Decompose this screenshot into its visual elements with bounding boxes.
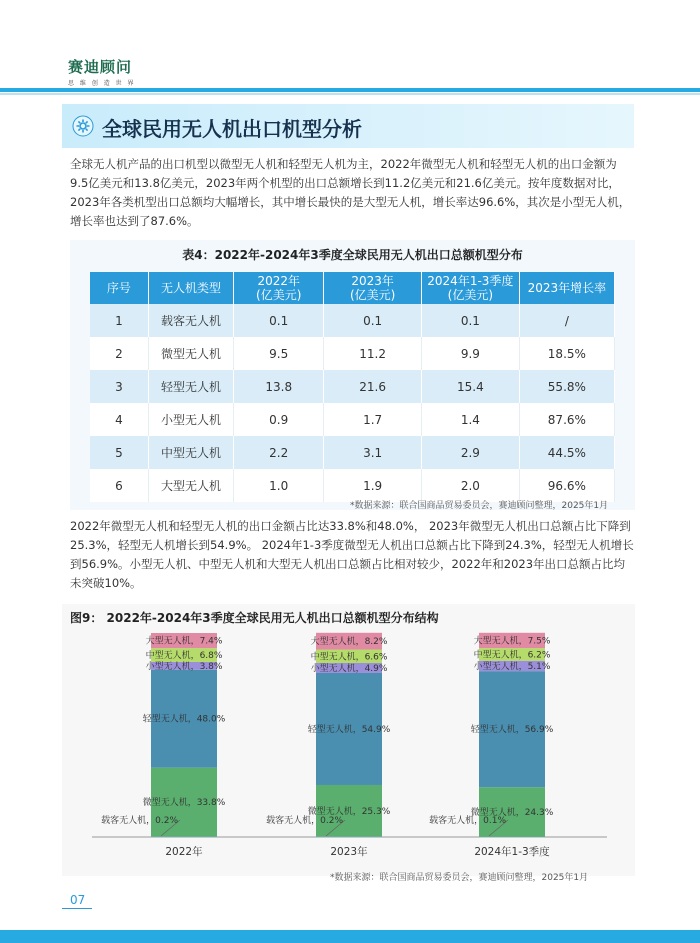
table-source-note: *数据来源：联合国商品贸易委员会，赛迪顾问整理，2025年1月 (350, 501, 609, 511)
table-cell: 1.7 (324, 403, 422, 436)
table-cell: 55.8% (519, 370, 614, 403)
table-cell: 11.2 (324, 337, 422, 370)
table-cell: 小型无人机 (148, 403, 233, 436)
company-logo (68, 56, 136, 87)
x-tick-label: 2022年 (165, 846, 203, 858)
logo-name: 赛迪顾问 (68, 58, 133, 76)
col-header: 2023年增长率 (519, 272, 614, 304)
table-cell: 44.5% (519, 436, 614, 469)
data-label: 微型无人机，24.3% (470, 808, 554, 819)
table-cell: 2.0 (422, 469, 520, 502)
page-number: 07 (70, 893, 86, 907)
section-title-bar (62, 104, 634, 148)
table-row (90, 370, 615, 403)
table-cell: 9.9 (422, 337, 520, 370)
data-label: 载客无人机，0.2% (266, 816, 343, 826)
table-row (90, 304, 615, 337)
table-row (90, 403, 615, 436)
table-cell: 0.1 (324, 304, 422, 337)
data-label: 微型无人机，33.8% (142, 798, 226, 809)
table-cell: 2.9 (422, 436, 520, 469)
table-cell: 微型无人机 (148, 337, 233, 370)
data-label: 中型无人机，6.6% (310, 652, 388, 663)
table-cell: 3.1 (324, 436, 422, 469)
table-cell: 0.1 (234, 304, 324, 337)
table-title: 表4：2022年-2024年3季度全球民用无人机出口总额机型分布 (182, 248, 523, 262)
header-divider-light (0, 93, 700, 95)
data-label: 小型无人机，4.9% (310, 663, 388, 674)
analysis-paragraph: 2022年微型无人机和轻型无人机的出口金额占比达33.8%和48.0%， 2023年微型无人机出口总额占比下降到25.3%，轻型无人机增长到54.9%。 2024年1-3季度微型无人机出口总额占比下降到24.3%，轻型无人机增长到56.9%。小型无人机、中型无人机和大型无人机出口总额占比相对较少，2022年和2023年出口总额占比均未突破10%。 (70, 519, 634, 590)
bar-segment (151, 837, 217, 838)
col-header: 无人机类型 (148, 272, 233, 304)
section-title: 全球民用无人机出口机型分析 (102, 117, 362, 141)
data-label: 小型无人机，5.1% (473, 661, 551, 672)
table-cell: 5 (90, 436, 148, 469)
export-table (90, 272, 615, 502)
stacked-bar-chart (62, 625, 635, 870)
header-divider (0, 88, 700, 92)
table-cell: 18.5% (519, 337, 614, 370)
table-cell: 1.9 (324, 469, 422, 502)
chart-title: 图9： 2022年-2024年3季度全球民用无人机出口总额机型分布结构 (70, 611, 439, 625)
data-label: 载客无人机，0.2% (101, 816, 178, 826)
logo-slogan: 思 维 创 造 世 界 (68, 80, 136, 87)
data-label: 大型无人机，7.5% (473, 636, 551, 647)
table-cell: 0.9 (234, 403, 324, 436)
table-cell: 0.1 (422, 304, 520, 337)
data-label: 中型无人机，6.8% (145, 651, 223, 662)
table-cell: 中型无人机 (148, 436, 233, 469)
page-header (0, 0, 700, 100)
table-container (70, 240, 635, 510)
col-header: 序号 (90, 272, 148, 304)
data-label: 轻型无人机，48.0% (142, 714, 226, 725)
table-cell: 1.4 (422, 403, 520, 436)
data-label: 中型无人机，6.2% (473, 650, 551, 661)
table-cell: 13.8 (234, 370, 324, 403)
chart-source-note: *数据来源：联合国商品贸易委员会，赛迪顾问整理，2025年1月 (330, 873, 589, 883)
table-cell: 载客无人机 (148, 304, 233, 337)
table-cell: 1 (90, 304, 148, 337)
data-label: 微型无人机，25.3% (307, 806, 391, 817)
data-label: 轻型无人机，56.9% (470, 725, 554, 736)
table-cell: 1.0 (234, 469, 324, 502)
data-label: 载客无人机，0.1% (429, 816, 506, 826)
table-cell: 9.5 (234, 337, 324, 370)
table-cell: 大型无人机 (148, 469, 233, 502)
data-label: 大型无人机，7.4% (145, 636, 223, 647)
table-header-row (90, 272, 615, 304)
intro-paragraph: 全球无人机产品的出口机型以微型无人机和轻型无人机为主，2022年微型无人机和轻型无人机的出口金额为9.5亿美元和13.8亿美元，2023年两个机型的出口总额增长到11.2亿美元和21.6亿美元。按年度数据对比，2023年各类机型出口总额均大幅增长，其中增长最快的是大型无人机，增长率达96.6%，其次是小型无人机，增长率也达到了87.6%。 (70, 157, 631, 228)
table-cell: 15.4 (422, 370, 520, 403)
data-label: 大型无人机，8.2% (310, 637, 388, 648)
page-number-underline (62, 908, 92, 909)
bar-segment (316, 837, 382, 838)
col-header: 2024年1-3季度 (亿美元) (422, 272, 520, 304)
table-cell: 4 (90, 403, 148, 436)
table-cell: 6 (90, 469, 148, 502)
x-tick-label: 2023年 (330, 846, 368, 858)
table-cell: / (519, 304, 614, 337)
col-header: 2023年 (亿美元) (324, 272, 422, 304)
bar-segment (479, 837, 545, 838)
table-row (90, 436, 615, 469)
table-cell: 96.6% (519, 469, 614, 502)
table-cell: 21.6 (324, 370, 422, 403)
table-cell: 2.2 (234, 436, 324, 469)
table-cell: 3 (90, 370, 148, 403)
x-tick-label: 2024年1-3季度 (474, 846, 550, 858)
data-label: 小型无人机，3.8% (145, 661, 223, 672)
gear-icon (72, 115, 94, 137)
table-cell: 轻型无人机 (148, 370, 233, 403)
table-cell: 2 (90, 337, 148, 370)
data-label: 轻型无人机，54.9% (307, 724, 391, 735)
table-row (90, 337, 615, 370)
table-cell: 87.6% (519, 403, 614, 436)
footer-bar (0, 930, 700, 943)
col-header: 2022年 (亿美元) (234, 272, 324, 304)
